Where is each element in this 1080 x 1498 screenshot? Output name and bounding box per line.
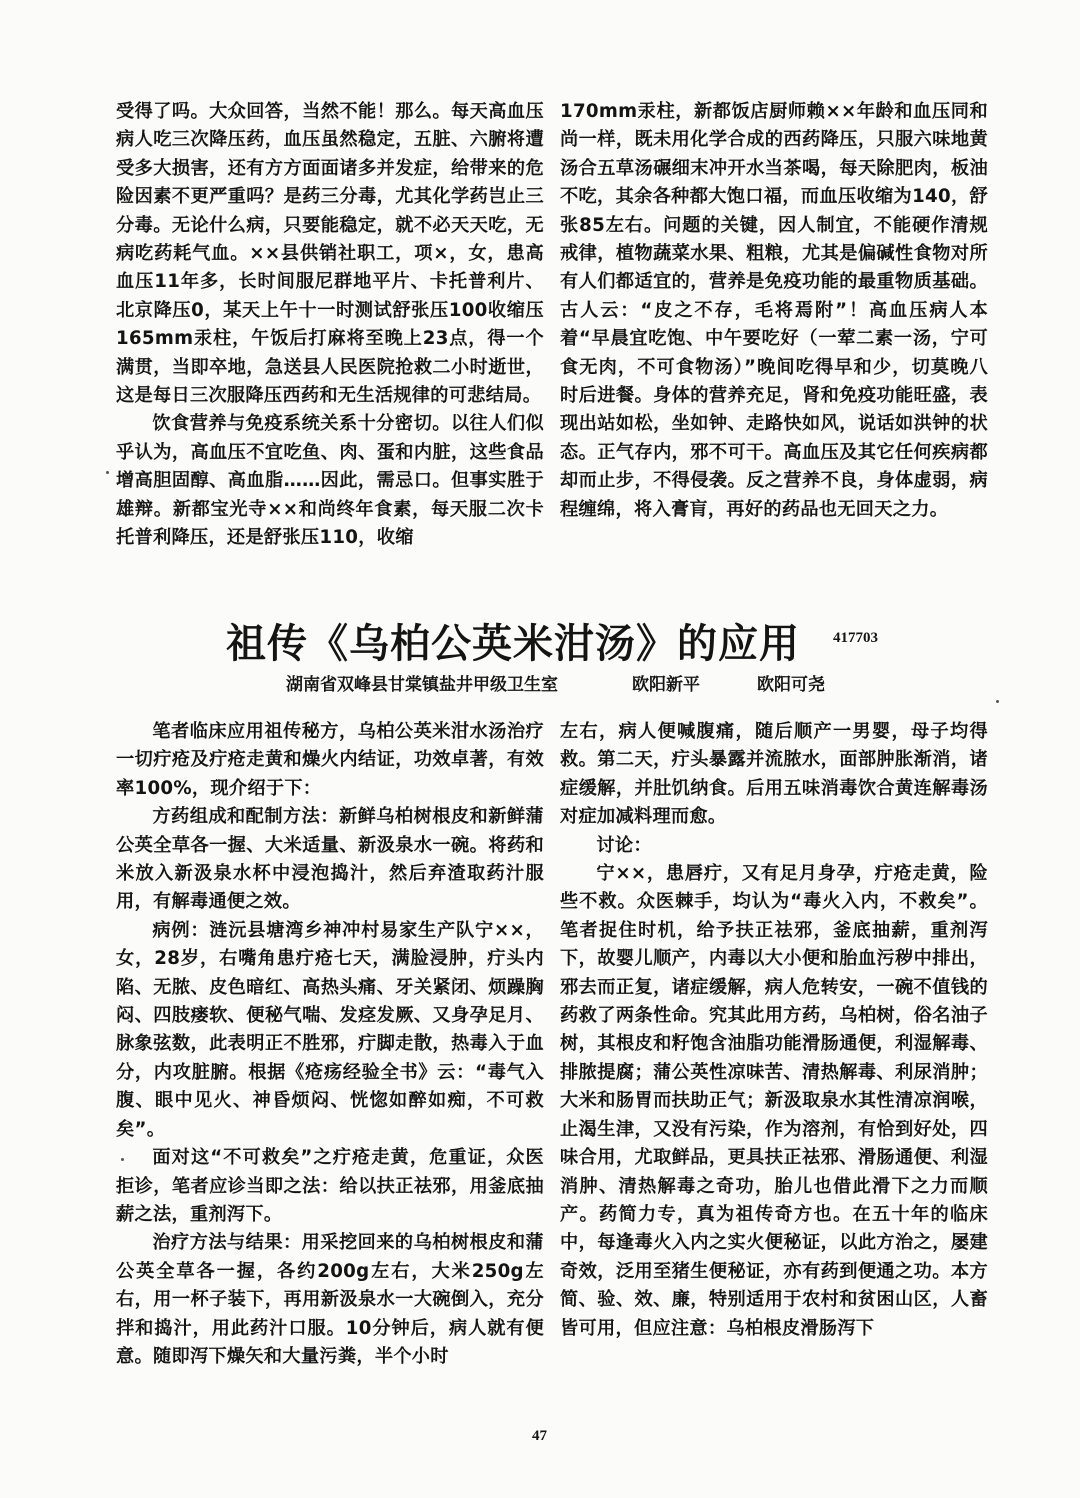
paragraph: 170mm汞柱，新都饭店厨师赖××年龄和血压同和尚一样，既未用化学合成的西药降压，只服六味地黄汤合五草汤碾细末冲开水当茶喝，每天除肥肉，板油不吃，其余各种都大饱口福，而血压收缩为140，舒张85左右。问题的关键，因人制宜，不能硬作清规戒律，植物蔬菜水果、粗粮，尤其是偏碱性食物对所有人们都适宜的，营养是免疫功能的最重物质基础。古人云：“皮之不存，毛将焉附”！高血压病人本着“早晨宜吃饱、中午要吃好（一荤二素一汤，宁可食无肉，不可食物汤）”晚间吃得早和少，切莫晚八时后进餐。身体的营养充足，肾和免疫功能旺盛，表现出站如松，坐如钟、走路快如风，说话如洪钟的状态。正气存内，邪不可干。高血压及其它任何疾病都却而止步，不得侵袭。反之营养不良，身体虚弱，病程缠绵，将入膏肓，再好的药品也无回天之力。 — [560, 101, 988, 520]
page-number: 47 — [532, 1428, 547, 1444]
article-right-column — [560, 718, 988, 1343]
top-left-column — [116, 98, 544, 553]
article-left-column — [116, 718, 544, 1371]
top-right-column — [560, 98, 988, 524]
scan-speck — [106, 471, 109, 474]
article-code: 417703 — [833, 630, 878, 646]
section-heading: 讨论： — [596, 834, 652, 856]
paragraph: 饮食营养与免疫系统关系十分密切。以往人们似乎认为，高血压不宜吃鱼、肉、蛋和内脏，这些食品增高胆固醇、高血脂……因此，需忌口。但事实胜于雄辩。新都宝光寺××和尚终年食素，每天服二次卡托普利降压，还是舒张压110，收缩 — [116, 413, 544, 549]
author-name: 欧阳可尧 — [757, 675, 825, 695]
paragraph: 受得了吗。大众回答，当然不能！那么。每天高血压病人吃三次降压药，血压虽然稳定，五脏、六腑将遭受多大损害，还有方方面面诸多并发症，给带来的危险因素不更严重吗？是药三分毒，尤其化学药岂止三分毒。无论什么病，只要能稳定，就不必天天吃，无病吃药耗气血。××县供销社职工，项×，女，患高血压11年多，长时间服尼群地平片、卡托普利片、北京降压0，某天上午十一时测试舒张压100收缩压165mm汞柱，午饭后打麻将至晚上23点，得一个满贯，当即卒地，急送县人民医院抢救二小时逝世，这是每日三次服降压西药和无生活规律的可悲结局。 — [116, 101, 544, 407]
article-title: 祖传《乌柏公英米泔汤》的应用 — [226, 621, 800, 667]
paragraph: 左右，病人便喊腹痛，随后顺产一男婴，母子均得救。第二天，疔头暴露并流脓水，面部肿胀渐消，诸症缓解，并肚饥纳食。后用五味消毒饮合黄连解毒汤对症加减料理而愈。 — [560, 721, 988, 828]
scan-speck — [121, 1158, 124, 1161]
paragraph: 病例：涟沅县塘湾乡神冲村易家生产队宁××，女，28岁，右嘴角患疔疮七天，满脸浸肿，疔头内陷、无脓、皮色暗红、高热头痛、牙关紧闭、烦躁胸闷、四肢瘘软、便秘气喘、发痉发厥、又身孕足月、脉象弦数，此表明正不胜邪，疔脚走散，热毒入于血分，内攻脏腑。根据《疮疡经验全书》云：“毒气入腹、眼中见火、神昏烦闷、恍惚如醉如痴，不可救矣”。 — [116, 919, 544, 1140]
paragraph: 面对这“不可救矣”之疔疮走黄，危重证，众医拒诊，笔者应诊当即之法：给以扶正祛邪，用釜底抽薪之法，重剂泻下。 — [116, 1147, 544, 1225]
author-organization: 湖南省双峰县甘棠镇盐井甲级卫生室 — [286, 675, 558, 695]
scan-speck — [996, 700, 999, 703]
author-name: 欧阳新平 — [632, 675, 700, 695]
paragraph: 治疗方法与结果：用采挖回来的乌柏树根皮和蒲公英全草各一握，各约200g左右，大米250g左右，用一杯子装下，再用新汲泉水一大碗倒入，充分拌和捣汁，用此药汁口服。10分钟后，病人就有便意。随即泻下燥矢和大量污粪，半个小时 — [116, 1232, 544, 1367]
paragraph: 宁××，患唇疔，又有足月身孕，疔疮走黄，险些不救。众医棘手，均认为“毒火入内，不救矣”。笔者捉住时机，给予扶正祛邪，釜底抽薪，重剂泻下，故婴儿顺产，内毒以大小便和胎血污秽中排出，邪去而正复，诸症缓解，病人危转安，一碗不值钱的药救了两条性命。究其此用方药，乌柏树，俗名油子树，其根皮和籽饱含油脂功能滑肠通便，利湿解毒、排脓提腐；蒲公英性凉味苦、清热解毒、利尿消肿；大米和肠胃而扶助正气；新汲取泉水其性清凉润喉，止渴生津，又没有污染，作为溶剂，有恰到好处，四味合用，尤取鲜品，更具扶正祛邪、滑肠通便、利湿消肿、清热解毒之奇功，胎儿也借此滑下之力而顺产。药简力专，真为祖传奇方也。在五十年的临床中，每逢毒火入内之实火便秘证，以此方治之，屡建奇效，泛用至猪生便秘证，亦有药到便通之功。本方简、验、效、廉，特别适用于农村和贫困山区，人畜皆可用，但应注意：乌柏根皮滑肠泻下 — [560, 863, 988, 1339]
paragraph: 方药组成和配制方法：新鲜乌柏树根皮和新鲜蒲公英全草各一握、大米适量、新汲泉水一碗。将药和米放入新汲泉水杯中浸泡捣汁，然后弃渣取药汁服用，有解毒通便之效。 — [116, 806, 544, 913]
paragraph: 笔者临床应用祖传秘方，乌柏公英米泔水汤治疗一切疔疮及疔疮走黄和燥火内结证，功效卓著，有效率100%，现介绍于下： — [116, 721, 544, 799]
